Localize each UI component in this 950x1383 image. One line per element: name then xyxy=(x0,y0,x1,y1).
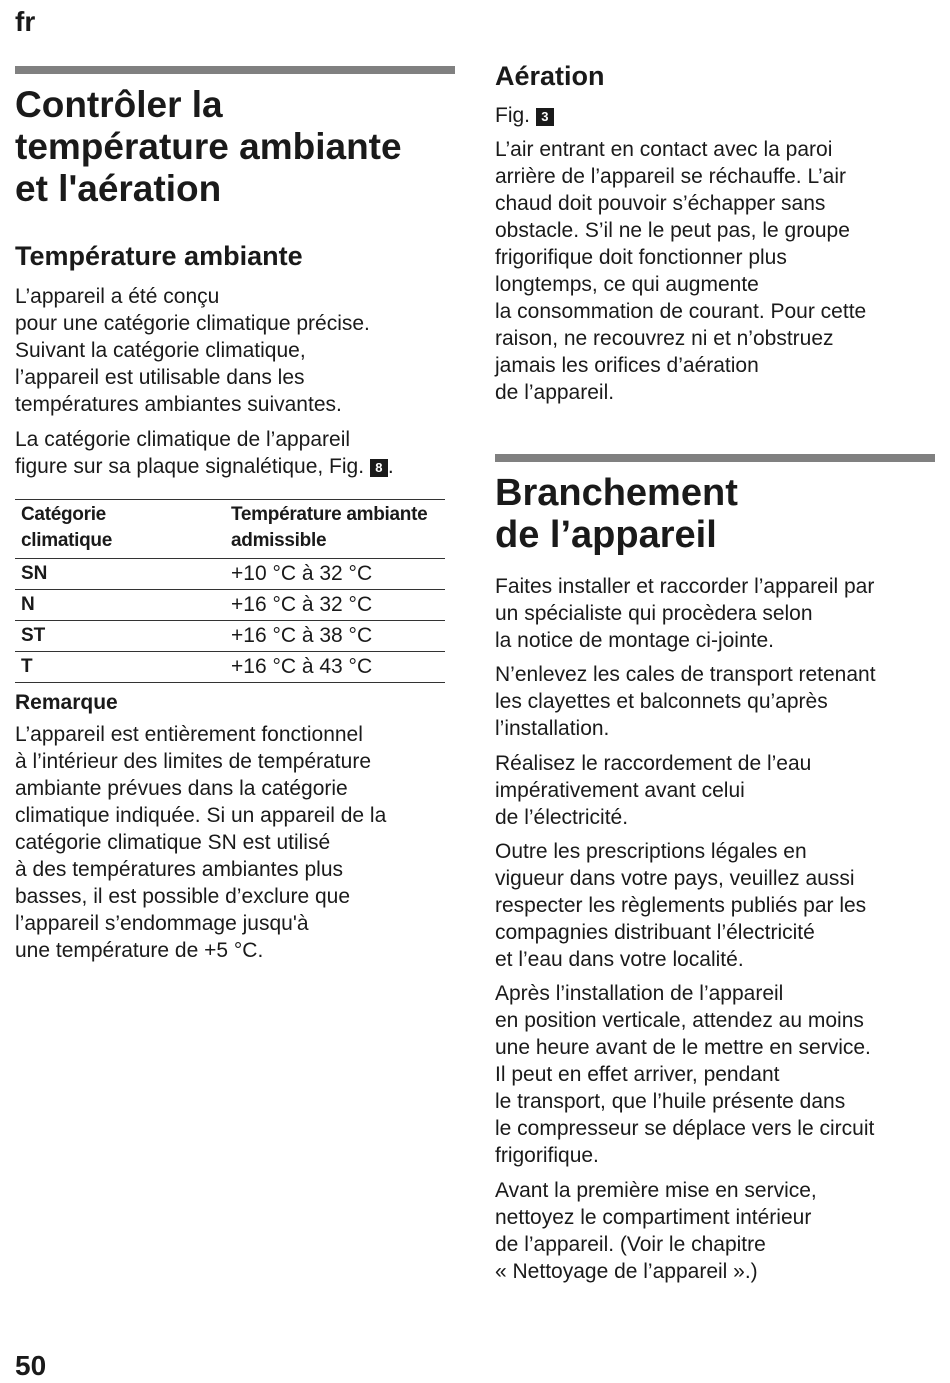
section-rule xyxy=(15,66,455,74)
table-header-category: Catégorie climatique xyxy=(15,500,225,559)
table-row xyxy=(15,590,445,621)
figure-reference-8: 8 xyxy=(370,459,388,477)
table-cell-category: SN xyxy=(15,559,225,590)
table-row xyxy=(15,621,445,652)
remark-heading: Remarque xyxy=(15,691,118,714)
table-header-row xyxy=(15,500,445,559)
climate-table xyxy=(15,499,445,683)
table-cell-category: ST xyxy=(15,621,225,652)
branchement-paragraph: N’enlevez les cales de transport retenant les clayettes et balconnets qu’après l’installation. xyxy=(495,663,876,740)
fig-label: Fig. xyxy=(495,104,536,127)
branchement-paragraph: Faites installer et raccorder l’appareil par un spécialiste qui procèdera selon la notice de montage ci-jointe. xyxy=(495,575,875,652)
figure-reference-3: 3 xyxy=(536,108,554,126)
table-cell-temperature: +16 °C à 32 °C xyxy=(225,590,445,621)
section-heading-aeration: Aération xyxy=(495,61,605,91)
table-cell-temperature: +10 °C à 32 °C xyxy=(225,559,445,590)
language-code: fr xyxy=(15,6,36,37)
page-number: 50 xyxy=(15,1350,47,1381)
table-cell-temperature: +16 °C à 38 °C xyxy=(225,621,445,652)
temperature-paragraph-1: L’appareil a été conçu pour une catégorie climatique précise. Suivant la catégorie climatique, l’appareil est utilisable dans les températures ambiantes suivantes. xyxy=(15,285,370,416)
aeration-text: L’air entrant en contact avec la paroi arrière de l’appareil se réchauffe. L’air chaud doit pouvoir s’échapper sans obstacle. S’il ne le peut pas, le groupe frigorifique doit fonctionner plus longtemps, ce qui augmente la consommation de courant. Pour cette raison, ne recouvrez ni et n’obstruez jamais les orifices d’aération de l’appareil. xyxy=(495,138,867,404)
remark-text: L’appareil est entièrement fonctionnel à l’intérieur des limites de température ambiante prévues dans la catégorie climatique indiquée. Si un appareil de la catégorie climatique SN est utilisé à des températures ambiantes plus basses, il est possible d’exclure que l’appareil s’endommage jusqu'à une température de +5 °C. xyxy=(15,723,387,962)
temperature-paragraph-2 xyxy=(15,426,455,480)
section-title-branchement: Branchement de l’appareil xyxy=(495,472,738,556)
section-rule xyxy=(495,454,935,462)
branchement-paragraph: Outre les prescriptions légales en vigueur dans votre pays, veuillez aussi respecter les règlements publiés par les compagnies distribuant l’électricité et l’eau dans votre localité. xyxy=(495,840,867,971)
page-title: Contrôler la température ambiante et l'aération xyxy=(15,84,402,209)
table-cell-temperature: +16 °C à 43 °C xyxy=(225,652,445,683)
table-row xyxy=(15,652,445,683)
table-cell-category: T xyxy=(15,652,225,683)
table-cell-category: N xyxy=(15,590,225,621)
branchement-paragraph: Réalisez le raccordement de l’eau impérativement avant celui de l’électricité. xyxy=(495,752,812,829)
paragraph-end: . xyxy=(387,455,394,478)
section-heading-temperature: Température ambiante xyxy=(15,241,303,271)
table-header-temperature: Température ambiante admissible xyxy=(225,500,445,559)
aeration-fig-ref xyxy=(495,102,554,129)
table-row xyxy=(15,559,445,590)
branchement-paragraph: Avant la première mise en service, nettoyez le compartiment intérieur de l’appareil. (Voir le chapitre « Nettoyage de l’appareil ».) xyxy=(495,1179,817,1283)
paragraph-text: La catégorie climatique de l’appareil figure sur sa plaque signalétique, Fig. xyxy=(15,428,365,478)
branchement-paragraph: Après l’installation de l’appareil en position verticale, attendez au moins une heure avant de le mettre en service. Il peut en effet arriver, pendant le transport, que l’huile présente dans le compresseur se déplace vers le circuit frigorifique. xyxy=(495,982,875,1167)
